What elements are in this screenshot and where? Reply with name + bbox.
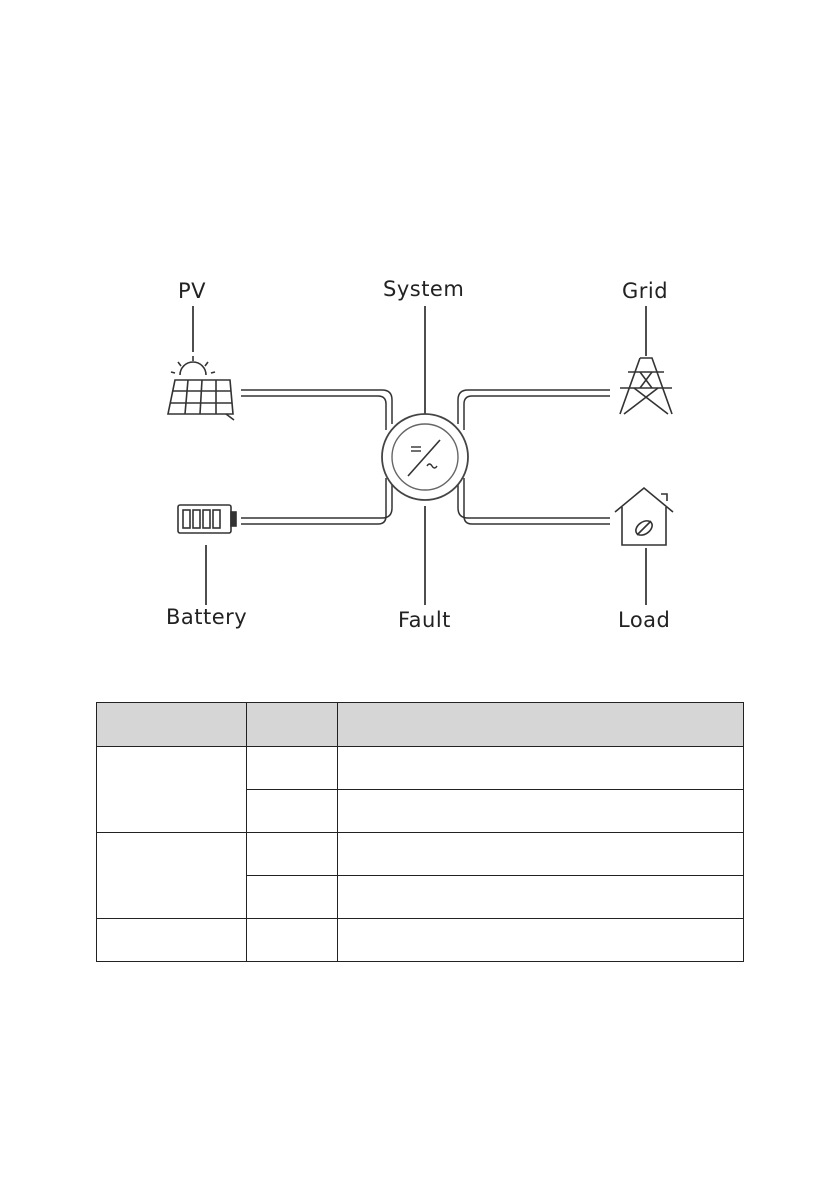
load-flow-line [458, 484, 610, 518]
pv-flow-line [241, 390, 392, 424]
house-icon [615, 488, 673, 545]
table-cell [338, 747, 744, 790]
table-row [97, 833, 744, 876]
table-header-cell [97, 703, 247, 747]
battery-icon [178, 505, 236, 533]
table-cell [338, 790, 744, 833]
table-row [97, 919, 744, 962]
table-cell [247, 790, 338, 833]
status-table [96, 702, 744, 962]
table-header-cell [247, 703, 338, 747]
table-cell [338, 833, 744, 876]
table-cell [338, 876, 744, 919]
grid-flow-line [458, 390, 610, 424]
table-cell [97, 833, 247, 919]
pv-flow-line-inner [241, 396, 386, 430]
solar-panel-icon [168, 356, 234, 420]
power-tower-icon [620, 358, 672, 414]
table-cell [97, 747, 247, 833]
table-cell [247, 747, 338, 790]
battery-flow-line-inner [241, 478, 386, 524]
pv-label: PV [178, 279, 207, 303]
grid-label: Grid [622, 279, 669, 303]
inverter-icon [382, 414, 468, 500]
table-cell [247, 833, 338, 876]
table-header-row [97, 703, 744, 747]
battery-label: Battery [166, 605, 248, 629]
table-cell [338, 919, 744, 962]
load-flow-line-inner [464, 478, 610, 524]
table-cell [247, 876, 338, 919]
load-label: Load [618, 608, 671, 632]
table-cell [247, 919, 338, 962]
battery-flow-line [241, 484, 392, 518]
grid-flow-line-inner [464, 396, 610, 430]
table-header-cell [338, 703, 744, 747]
fault-label: Fault [398, 608, 451, 632]
system-label: System [383, 277, 465, 301]
table-row [97, 747, 744, 790]
table-cell [97, 919, 247, 962]
